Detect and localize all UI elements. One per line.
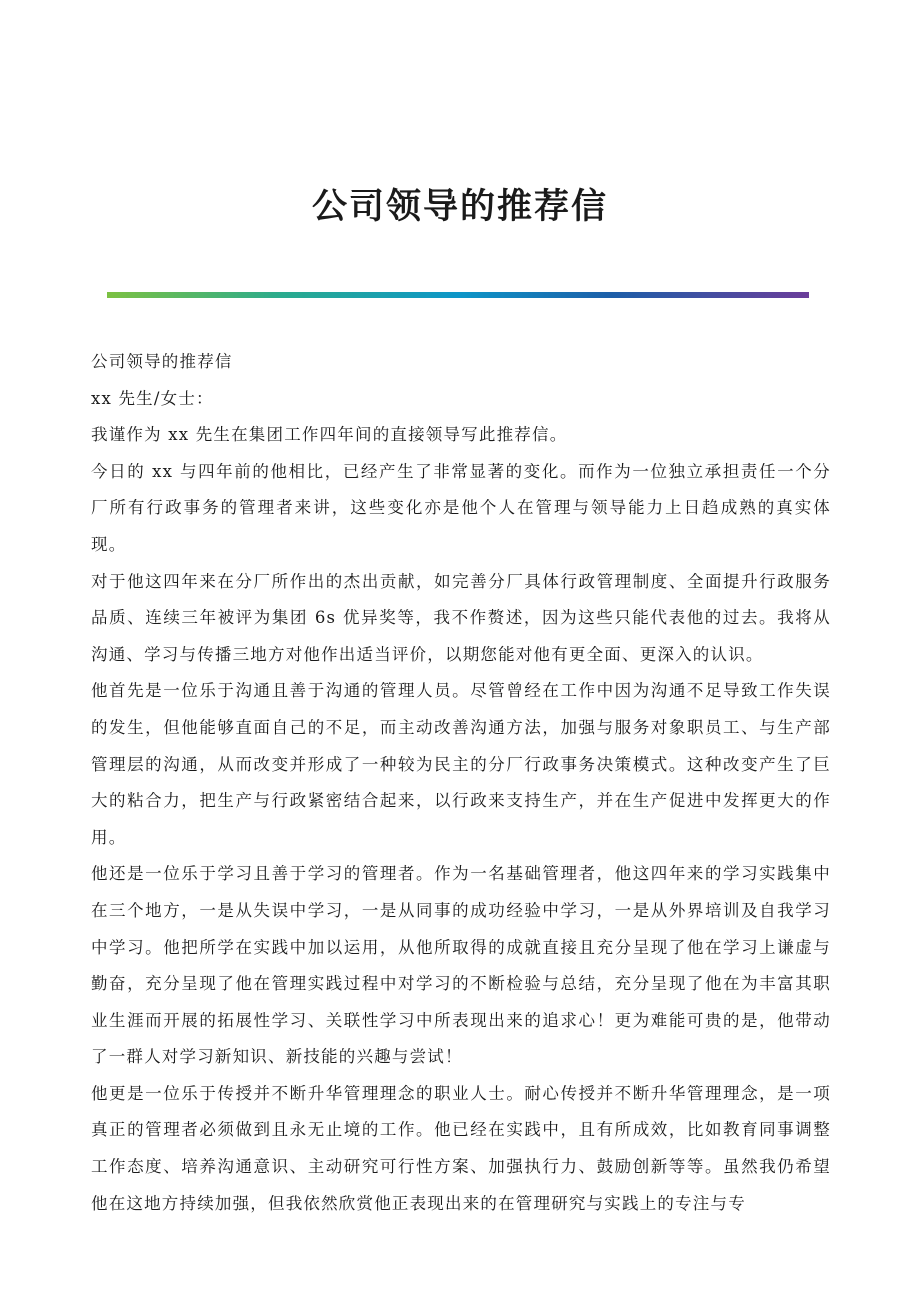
paragraph: 他还是一位乐于学习且善于学习的管理者。作为一名基础管理者，他这四年来的学习实践集中在三个地方，一是从失误中学习，一是从同事的成功经验中学习，一是从外界培训及自我学习中学习。他把所学在实践中加以运用，从他所取得的成就直接且充分呈现了他在学习上谦虚与勤奋，充分呈现了他在管理实践过程中对学习的不断检验与总结，充分呈现了他在为丰富其职业生涯而开展的拓展性学习、关联性学习中所表现出来的追求心！更为难能可贵的是，他带动了一群人对学习新知识、新技能的兴趣与尝试！ bbox=[91, 864, 831, 1067]
salutation: xx 先生/女士： bbox=[91, 388, 214, 408]
paragraph: 他更是一位乐于传授并不断升华管理理念的职业人士。耐心传授并不断升华管理理念，是一项真正的管理者必须做到且永无止境的工作。他已经在实践中，且有所成效，比如教育同事调整工作态度、培养沟通意识、主动研究可行性方案、加强执行力、鼓励创新等等。虽然我仍希望他在这地方持续加强，但我依然欣赏他正表现出来的在管理研究与实践上的专注与专 bbox=[91, 1083, 831, 1213]
gradient-divider bbox=[107, 292, 809, 298]
paragraph: 我谨作为 xx 先生在集团工作四年间的直接领导写此推荐信。 bbox=[91, 425, 568, 445]
letter-heading: 公司领导的推荐信 bbox=[91, 352, 233, 371]
paragraph: 今日的 xx 与四年前的他相比，已经产生了非常显著的变化。而作为一位独立承担责任一个分厂所有行政事务的管理者来讲，这些变化亦是他个人在管理与领导能力上日趋成熟的真实体现。 bbox=[91, 461, 831, 554]
paragraph: 他首先是一位乐于沟通且善于沟通的管理人员。尽管曾经在工作中因为沟通不足导致工作失误的发生，但他能够直面自己的不足，而主动改善沟通方法，加强与服务对象职员工、与生产部管理层的沟通，从而改变并形成了一种较为民主的分厂行政事务决策模式。这种改变产生了巨大的粘合力，把生产与行政紧密结合起来，以行政来支持生产，并在生产促进中发挥更大的作用。 bbox=[91, 681, 831, 847]
paragraph: 对于他这四年来在分厂所作出的杰出贡献，如完善分厂具体行政管理制度、全面提升行政服务品质、连续三年被评为集团 6s 优异奖等，我不作赘述，因为这些只能代表他的过去。我将从沟通、学习与传播三地方对他作出适当评价，以期您能对他有更全面、更深入的认识。 bbox=[91, 571, 831, 664]
letter-body bbox=[91, 344, 831, 1222]
page-title: 公司领导的推荐信 bbox=[311, 186, 608, 227]
